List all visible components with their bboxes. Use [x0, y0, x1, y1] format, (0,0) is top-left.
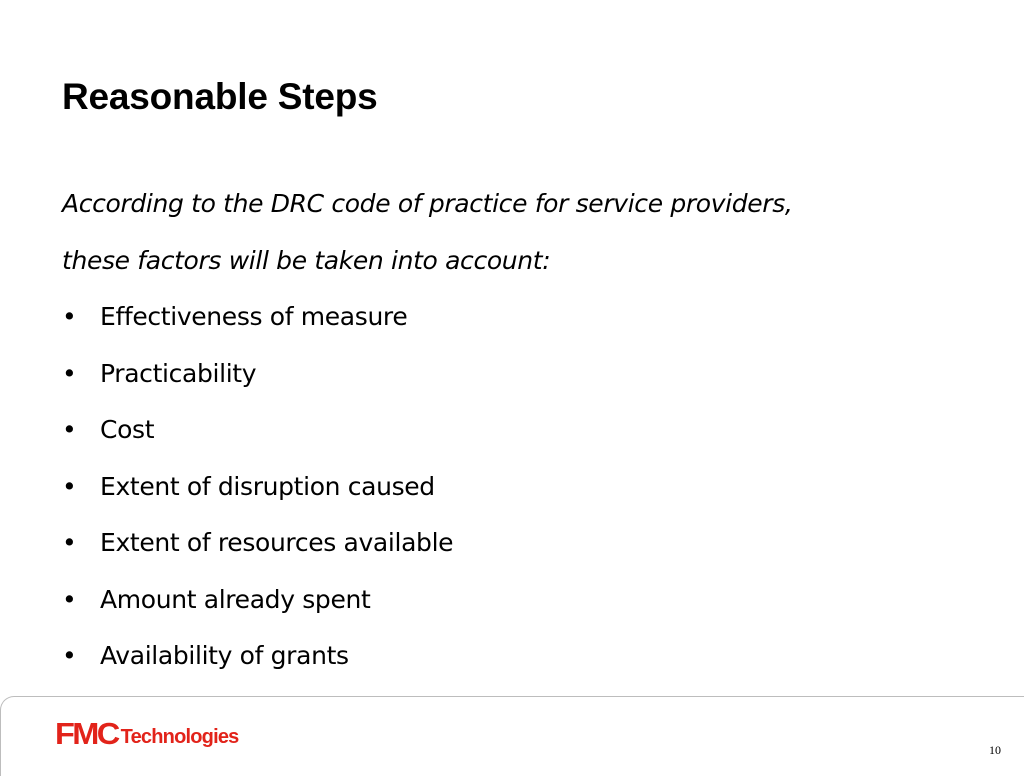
list-item	[62, 515, 962, 572]
slide-body	[62, 176, 962, 685]
intro-line-2: these factors will be taken into account:	[62, 245, 551, 275]
list-item	[62, 459, 962, 516]
list-item-text: Availability of grants	[100, 641, 349, 670]
bullet-icon: •	[62, 641, 77, 670]
intro-line-1: According to the DRC code of practice for service providers,	[62, 189, 793, 218]
list-item	[62, 628, 962, 685]
list-item-text: Extent of disruption caused	[100, 471, 435, 501]
list-item	[62, 289, 962, 346]
bullet-icon: •	[62, 471, 77, 501]
bullet-icon: •	[62, 358, 77, 388]
list-item-text: Extent of resources available	[100, 528, 454, 557]
list-item	[62, 346, 962, 403]
logo-text: Technologies	[120, 725, 239, 748]
bullet-icon: •	[62, 415, 77, 444]
bullet-icon: •	[62, 528, 77, 557]
bullet-icon: •	[62, 302, 77, 331]
bullet-icon: •	[62, 584, 77, 614]
list-item	[62, 572, 962, 629]
list-item-text: Practicability	[100, 358, 257, 388]
list-item	[62, 402, 962, 459]
list-item-text: Effectiveness of measure	[100, 302, 408, 331]
page-number: 10	[989, 743, 1001, 757]
fmc-technologies-logo	[55, 718, 238, 750]
list-item-text: Amount already spent	[100, 584, 371, 614]
list-item-text: Cost	[100, 415, 155, 444]
factor-list	[62, 289, 962, 685]
slide-title: Reasonable Steps	[62, 76, 378, 117]
logo-mark: FMC	[55, 716, 118, 751]
